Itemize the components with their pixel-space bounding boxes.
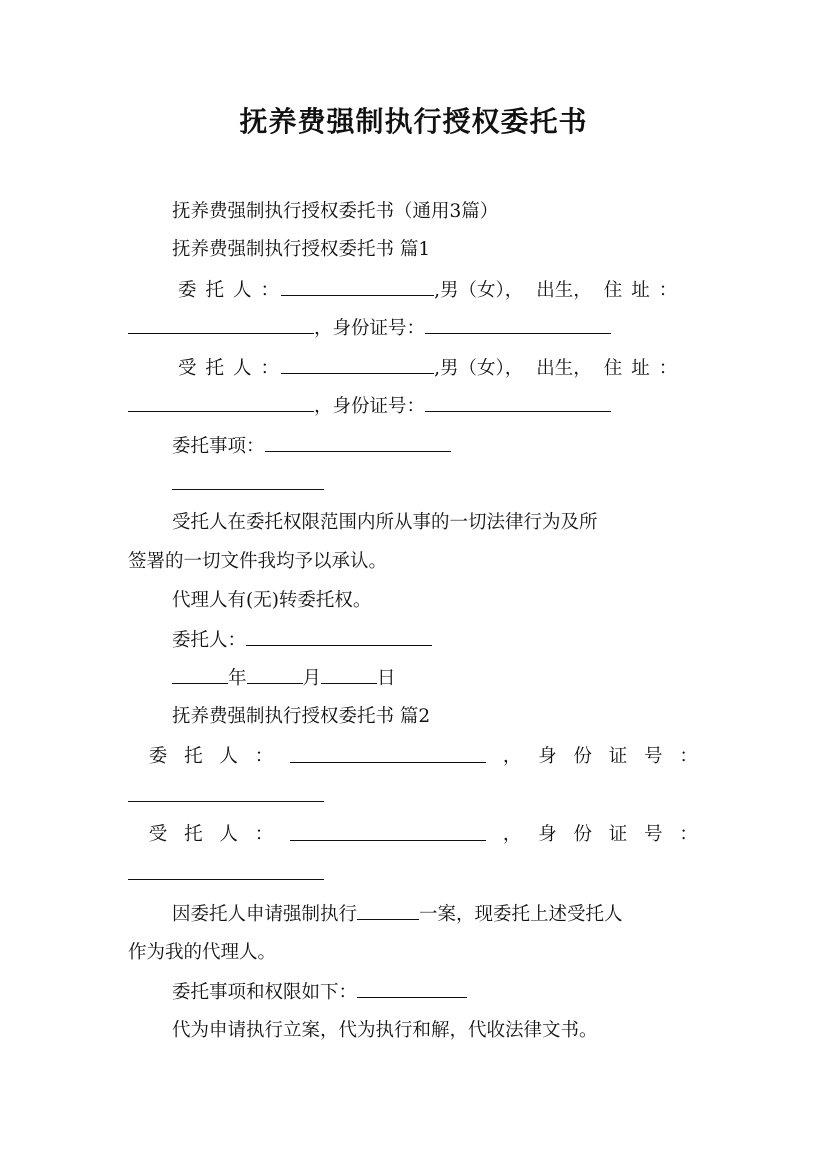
- part1-recognition-line2: 签署的一切文件我均予以承认。: [128, 551, 388, 572]
- part2-scope-line: 代为申请执行立案，代为执行和解，代收法律文书。: [172, 1020, 598, 1041]
- part2-matters-line: 委托事项和权限如下：: [172, 980, 467, 1005]
- part2-principal-line: 委 托 人 ： ， 身 份 证 号 ：: [148, 746, 698, 767]
- part1-matters-continuation: [172, 472, 324, 497]
- part1-agent-line: 受 托 人 ： ,男（女）， 出生， 住 址 ：: [178, 358, 678, 379]
- p2-principal-name-blank[interactable]: [290, 745, 486, 763]
- part2-agent-id-line: [128, 862, 324, 887]
- agent-address-blank[interactable]: [128, 394, 314, 412]
- matters-blank[interactable]: [265, 434, 451, 452]
- principal-address-blank[interactable]: [128, 316, 314, 334]
- part2-heading: 抚养费强制执行授权委托书 篇2: [172, 706, 431, 727]
- p2-matters-blank[interactable]: [357, 980, 467, 998]
- part1-transfer-line: 代理人有(无)转委托权。: [172, 590, 372, 611]
- agent-id-blank[interactable]: [425, 394, 611, 412]
- p2-agent-name-blank[interactable]: [290, 823, 486, 841]
- month-blank[interactable]: [247, 666, 303, 684]
- part2-principal-id-line: [128, 784, 324, 809]
- part1-agent-id-line: ，身份证号：: [128, 394, 611, 419]
- agent-name-blank[interactable]: [281, 356, 434, 374]
- principal-name-blank[interactable]: [281, 278, 434, 296]
- part2-apply-line2: 作为我的代理人。: [128, 942, 277, 963]
- part2-agent-line: 受 托 人 ： ， 身 份 证 号 ：: [148, 824, 698, 845]
- part1-principal-line: 委 托 人 ： ,男（女）， 出生， 住 址 ：: [178, 280, 678, 301]
- part1-heading: 抚养费强制执行授权委托书 篇1: [172, 239, 431, 260]
- case-blank[interactable]: [357, 902, 419, 920]
- principal-id-blank[interactable]: [425, 316, 611, 334]
- part1-principal-id-line: ，身份证号：: [128, 316, 611, 341]
- signer-blank[interactable]: [246, 628, 432, 646]
- p2-agent-id-blank[interactable]: [128, 862, 324, 880]
- matters-blank-2[interactable]: [172, 472, 324, 490]
- part1-matters-line: 委托事项：: [172, 434, 451, 459]
- p2-principal-id-blank[interactable]: [128, 784, 324, 802]
- document-title: 抚养费强制执行授权委托书: [239, 105, 588, 138]
- part1-recognition-line1: 受托人在委托权限范围内所从事的一切法律行为及所: [172, 512, 598, 533]
- day-blank[interactable]: [321, 666, 377, 684]
- intro-line: 抚养费强制执行授权委托书（通用3篇）: [172, 201, 499, 222]
- part1-signer-line: 委托人：: [172, 628, 432, 653]
- part2-apply-line1: 因委托人申请强制执行 一案，现委托上述受托人: [172, 904, 623, 925]
- part1-date-line: 年 月 日: [172, 666, 396, 691]
- year-blank[interactable]: [172, 666, 228, 684]
